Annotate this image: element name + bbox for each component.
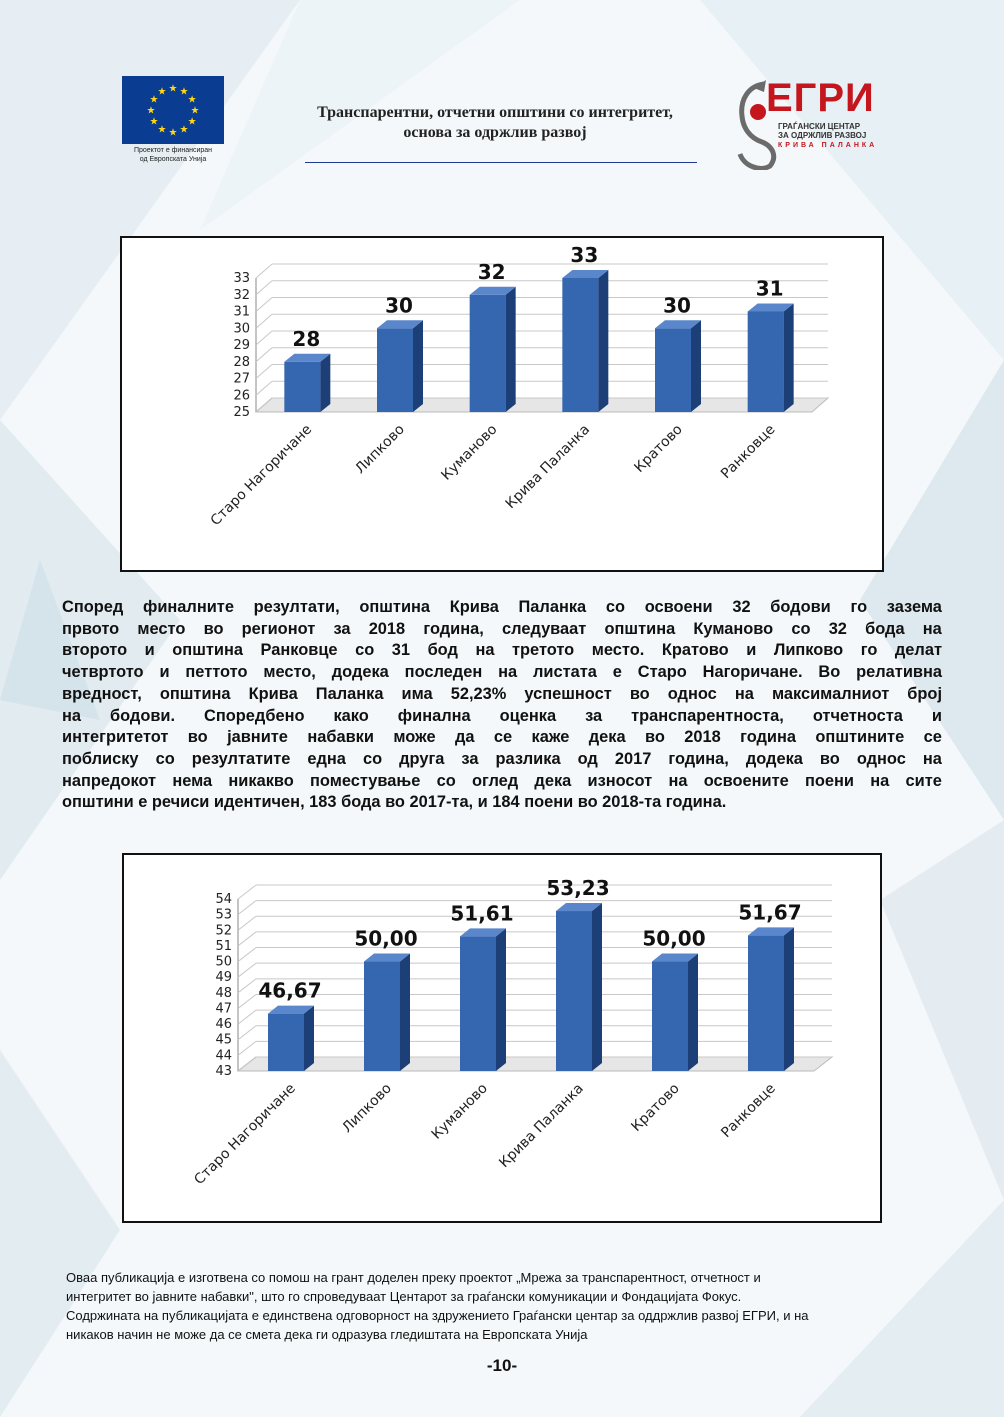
bar [556,911,592,1071]
gridline-depth [238,979,256,993]
egri-name: ЕГРИ [766,76,875,120]
y-tick-label: 27 [233,371,250,387]
header-divider [305,162,697,163]
y-tick-label: 28 [233,354,250,370]
data-label: 33 [570,243,599,267]
body-line: четвртото и петтото место, додека последен на листата е Старо Нагоричане. Во релативна [62,663,942,682]
y-tick-label: 49 [215,970,232,986]
y-tick-label: 52 [215,923,232,939]
gridline-depth [238,994,256,1008]
bar [470,295,506,412]
bar-side [496,928,506,1071]
category-label: Куманово [428,1080,491,1143]
body-line: напредокот нема никакво поместување со оглед дека износот на освоените поени на сите [62,771,942,790]
bar-side [400,954,410,1071]
bar [364,962,400,1071]
eu-caption-line: од Европската Унија [139,156,207,163]
gridline-depth [256,281,272,295]
bar-side [784,304,794,413]
bar-side [598,270,608,412]
category-label: Крива Паланка [496,1080,587,1172]
y-tick-label: 29 [233,338,250,353]
eu-caption-line: Проектот е финансиран [133,147,213,154]
gridline-depth [256,298,272,312]
data-label: 51,61 [450,901,514,926]
eu-star-icon: ★ [149,116,159,128]
bar-side [320,354,330,412]
category-label: Крива Паланка [502,421,594,513]
footer-line: интегритет во јавните набавки", што го спроведуваат Центарот за граѓански комуникации и Фондацијата Фокус. [66,1289,742,1304]
bar-side [688,954,698,1071]
egri-logo [734,76,890,170]
egri-city: КРИВА ПАЛАНКА [778,142,878,149]
gridline-depth [238,1010,256,1024]
chart-floor [256,398,828,412]
page-header-title [250,103,740,143]
y-tick-label: 51 [215,938,232,954]
category-label: Липково [352,421,408,478]
gridline-depth [238,963,256,977]
body-line: интегритетот во јавните набавки може да се каже дека во 2018 година општините се [62,728,942,747]
eu-star-icon: ★ [168,83,178,95]
eu-flag-icon [122,76,224,144]
data-label: 30 [385,293,413,318]
eu-star-icon: ★ [187,94,197,106]
gridline-depth [256,381,272,395]
y-tick-label: 30 [233,321,250,337]
gridline-depth [238,948,256,962]
y-tick-label: 50 [215,954,232,970]
bar [655,328,691,412]
bar [268,1014,304,1071]
gridline-depth [238,916,256,930]
header-title-line: Транспарентни, отчетни општини со интегритет, [317,104,673,121]
eu-star-icon: ★ [168,127,178,139]
footer-line: никаков начин не може да се смета дека ги одразува гледиштата на Европската Унија [66,1327,588,1342]
gridline-depth [256,264,272,278]
y-tick-label: 25 [233,405,250,420]
bar-side [784,927,794,1071]
bar-chart-percent [124,855,880,1221]
bar [748,312,784,413]
gridline-depth [238,885,256,899]
y-tick-label: 48 [215,985,232,1001]
gridline-depth [238,1026,256,1040]
data-label: 31 [755,276,784,301]
y-tick-label: 26 [233,388,250,404]
eu-caption [118,146,228,164]
chart-floor [238,1057,832,1071]
y-tick-label: 32 [233,287,250,303]
eu-star-icon: ★ [146,105,156,117]
eu-star-icon: ★ [157,86,167,98]
header-title-line: основа за одржлив развој [403,124,587,141]
bar [562,278,598,412]
bar [652,962,688,1071]
body-line: вредност, општина Крива Паланка има 52,23% успешност во однос на максималниот број [62,684,942,703]
gridline-depth [238,1041,256,1055]
page-number: -10- [486,1356,518,1375]
category-label: Старо Нагоричане [191,1080,299,1189]
y-tick-label: 43 [215,1064,232,1079]
eu-star-icon: ★ [149,94,159,106]
y-tick-label: 54 [215,892,232,907]
egri-subtitle-line: ЗА ОДРЖЛИВ РАЗВОЈ [778,131,867,140]
gridline-depth [256,348,272,362]
y-tick-label: 46 [215,1017,232,1033]
bar-side [413,320,423,412]
data-label: 50,00 [642,926,706,951]
gridline-depth [238,932,256,946]
bar-side [304,1006,314,1071]
egri-subtitle [778,122,890,140]
bar-side [506,287,516,412]
y-tick-label: 53 [215,907,232,923]
eu-star-icon: ★ [157,124,167,136]
body-line: на бодови. Споредбено како финална оценка за транспарентноста, отчетноста и [62,706,942,725]
category-label: Кратово [631,421,686,476]
body-line: Според финалните резултати, општина Крива Паланка со освоени 32 бодови го зазема [62,598,942,616]
footer-disclaimer [66,1268,942,1344]
y-tick-label: 31 [233,304,250,320]
data-label: 32 [477,259,506,284]
bar [284,362,320,412]
data-label: 53,23 [546,876,610,901]
y-tick-label: 33 [233,271,250,286]
chart-points [120,236,884,572]
category-label: Кратово [628,1080,683,1135]
bar [460,936,496,1071]
chart-percent [122,853,882,1223]
eu-star-icon: ★ [187,116,197,128]
eu-logo [118,76,228,168]
eu-star-icon: ★ [190,105,200,117]
data-label: 46,67 [258,978,322,1003]
bar-side [691,320,701,412]
data-label: 51,67 [738,900,802,925]
category-label: Куманово [438,421,501,484]
egri-subtitle-line: ГРАЃАНСКИ ЦЕНТАР [778,122,861,131]
y-tick-label: 45 [215,1032,232,1048]
body-line: поблиску со резултатите една со друга за разлика од 2017 година, додека во однос на [62,749,942,768]
eu-star-icon: ★ [179,86,189,98]
bar-chart-points [122,238,882,570]
bar [748,935,784,1071]
eu-star-icon: ★ [179,124,189,136]
data-label: 50,00 [354,926,418,951]
gridline-depth [238,901,256,915]
category-label: Ранковце [717,421,779,483]
category-label: Старо Нагоричане [207,421,316,530]
gridline-depth [256,331,272,345]
gridline-depth [256,365,272,379]
bar-side [592,903,602,1071]
bar [377,328,413,412]
body-line: првото место во регионот за 2018 година, следуваат општина Куманово со 32 бода на [62,619,942,638]
y-tick-label: 44 [215,1048,232,1064]
category-label: Липково [339,1080,395,1137]
footer-line: Оваа публикација е изготвена со помош на грант доделен преку проектот „Мрежа за транспарентност, отчетност и [66,1270,761,1285]
body-line: општини е речиси идентичен, 183 бода во 2017-та, и 184 поени во 2018-та година. [62,793,727,812]
y-tick-label: 47 [215,1001,232,1017]
data-label: 28 [292,326,321,351]
category-label: Ранковце [718,1080,779,1142]
body-line: второто и општина Ранковце со 31 бод на третото место. Кратово и Липково го делат [62,641,942,660]
body-paragraph [62,597,942,814]
data-label: 30 [663,293,691,318]
footer-line: Содржината на публикацијата е единствена одговорност на здружението Граѓански центар за оддржлив развој ЕГРИ, и на [66,1308,809,1323]
gridline-depth [256,314,272,328]
